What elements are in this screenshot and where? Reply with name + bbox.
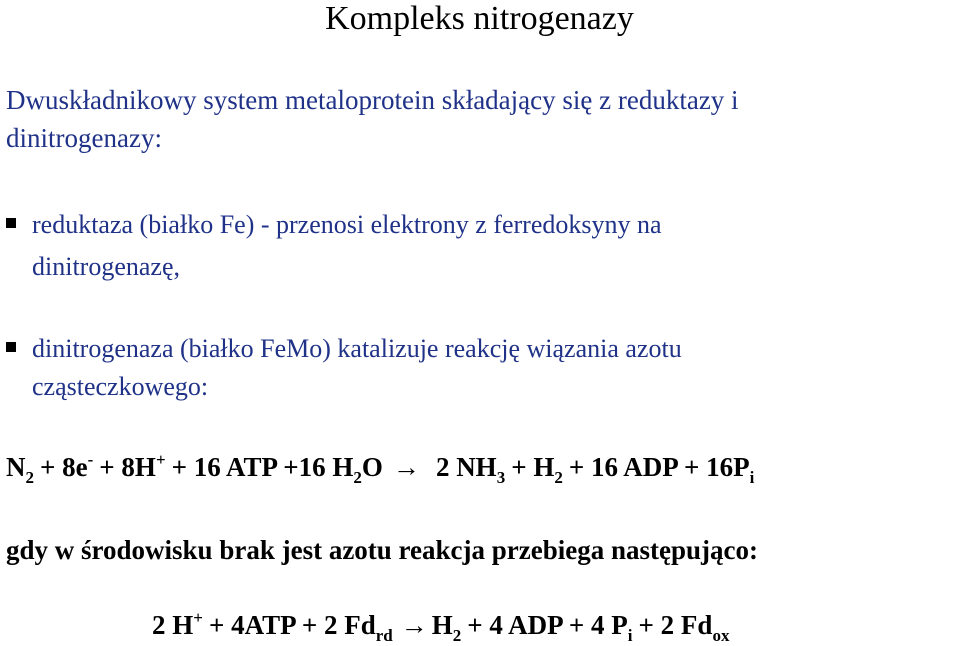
eq-hydrogen: + H [511,452,555,482]
equation-hydrogen-evolution [152,608,730,645]
eq-adp-pi: + 16 ADP + 16P [568,452,750,482]
eq-ammonia: 2 NH [435,452,497,482]
condition-text: gdy w środowisku brak jest azotu reakcja przebiega następująco: [6,535,758,565]
eq-sup: - [87,450,94,469]
reaction-arrow-icon: → [392,452,420,482]
square-bullet-icon [6,342,16,352]
eq2-hydrogen: H [431,610,453,640]
eq-sub: i [627,626,633,645]
eq2-fd-ox: + 2 Fd [638,610,713,640]
bullet-line-1: dinitrogenaza (białko FeMo) katalizuje reakcję wiązania azotu [32,334,682,363]
bullet-line-2: dinitrogenazę, [32,252,180,281]
eq-protons: + 8H [99,452,156,482]
eq2-atp-fd: + 4ATP + 2 Fd [208,610,376,640]
eq-n: N [6,452,26,482]
eq-sup: + [155,450,166,469]
bullet-line-2: cząsteczkowego: [32,372,209,401]
eq2-protons: 2 H [152,610,194,640]
square-bullet-icon [6,218,16,228]
bullet-line-1: reduktaza (białko Fe) - przenosi elektrony z ferredoksyny na [32,210,662,239]
page-title: Kompleks nitrogenazy [325,0,634,37]
intro-line-1: Dwuskładnikowy system metaloprotein składający się z reduktazy i [6,85,739,115]
intro-line-2: dinitrogenazy: [6,123,162,153]
eq-sub: 2 [452,626,462,645]
bullet-item-dinitrogenaza [6,332,946,412]
equation-nitrogen-fixation [6,450,755,487]
eq-sub: 2 [353,468,362,487]
eq-o: O [361,452,383,482]
bullet-item-reduktaza [6,208,946,288]
reaction-arrow-icon: → [400,610,428,640]
eq-sub: rd [375,626,393,645]
eq-sub: ox [712,626,730,645]
eq-sub: 3 [496,468,506,487]
eq2-adp-pi: + 4 ADP + 4 P [467,610,628,640]
eq-sub: 2 [554,468,563,487]
eq-sup: + [193,608,203,627]
eq-sub: 2 [25,468,34,487]
eq-electrons: + 8e [40,452,88,482]
eq-sub: i [749,468,755,487]
eq-atp-water: + 16 ATP +16 H [171,452,354,482]
